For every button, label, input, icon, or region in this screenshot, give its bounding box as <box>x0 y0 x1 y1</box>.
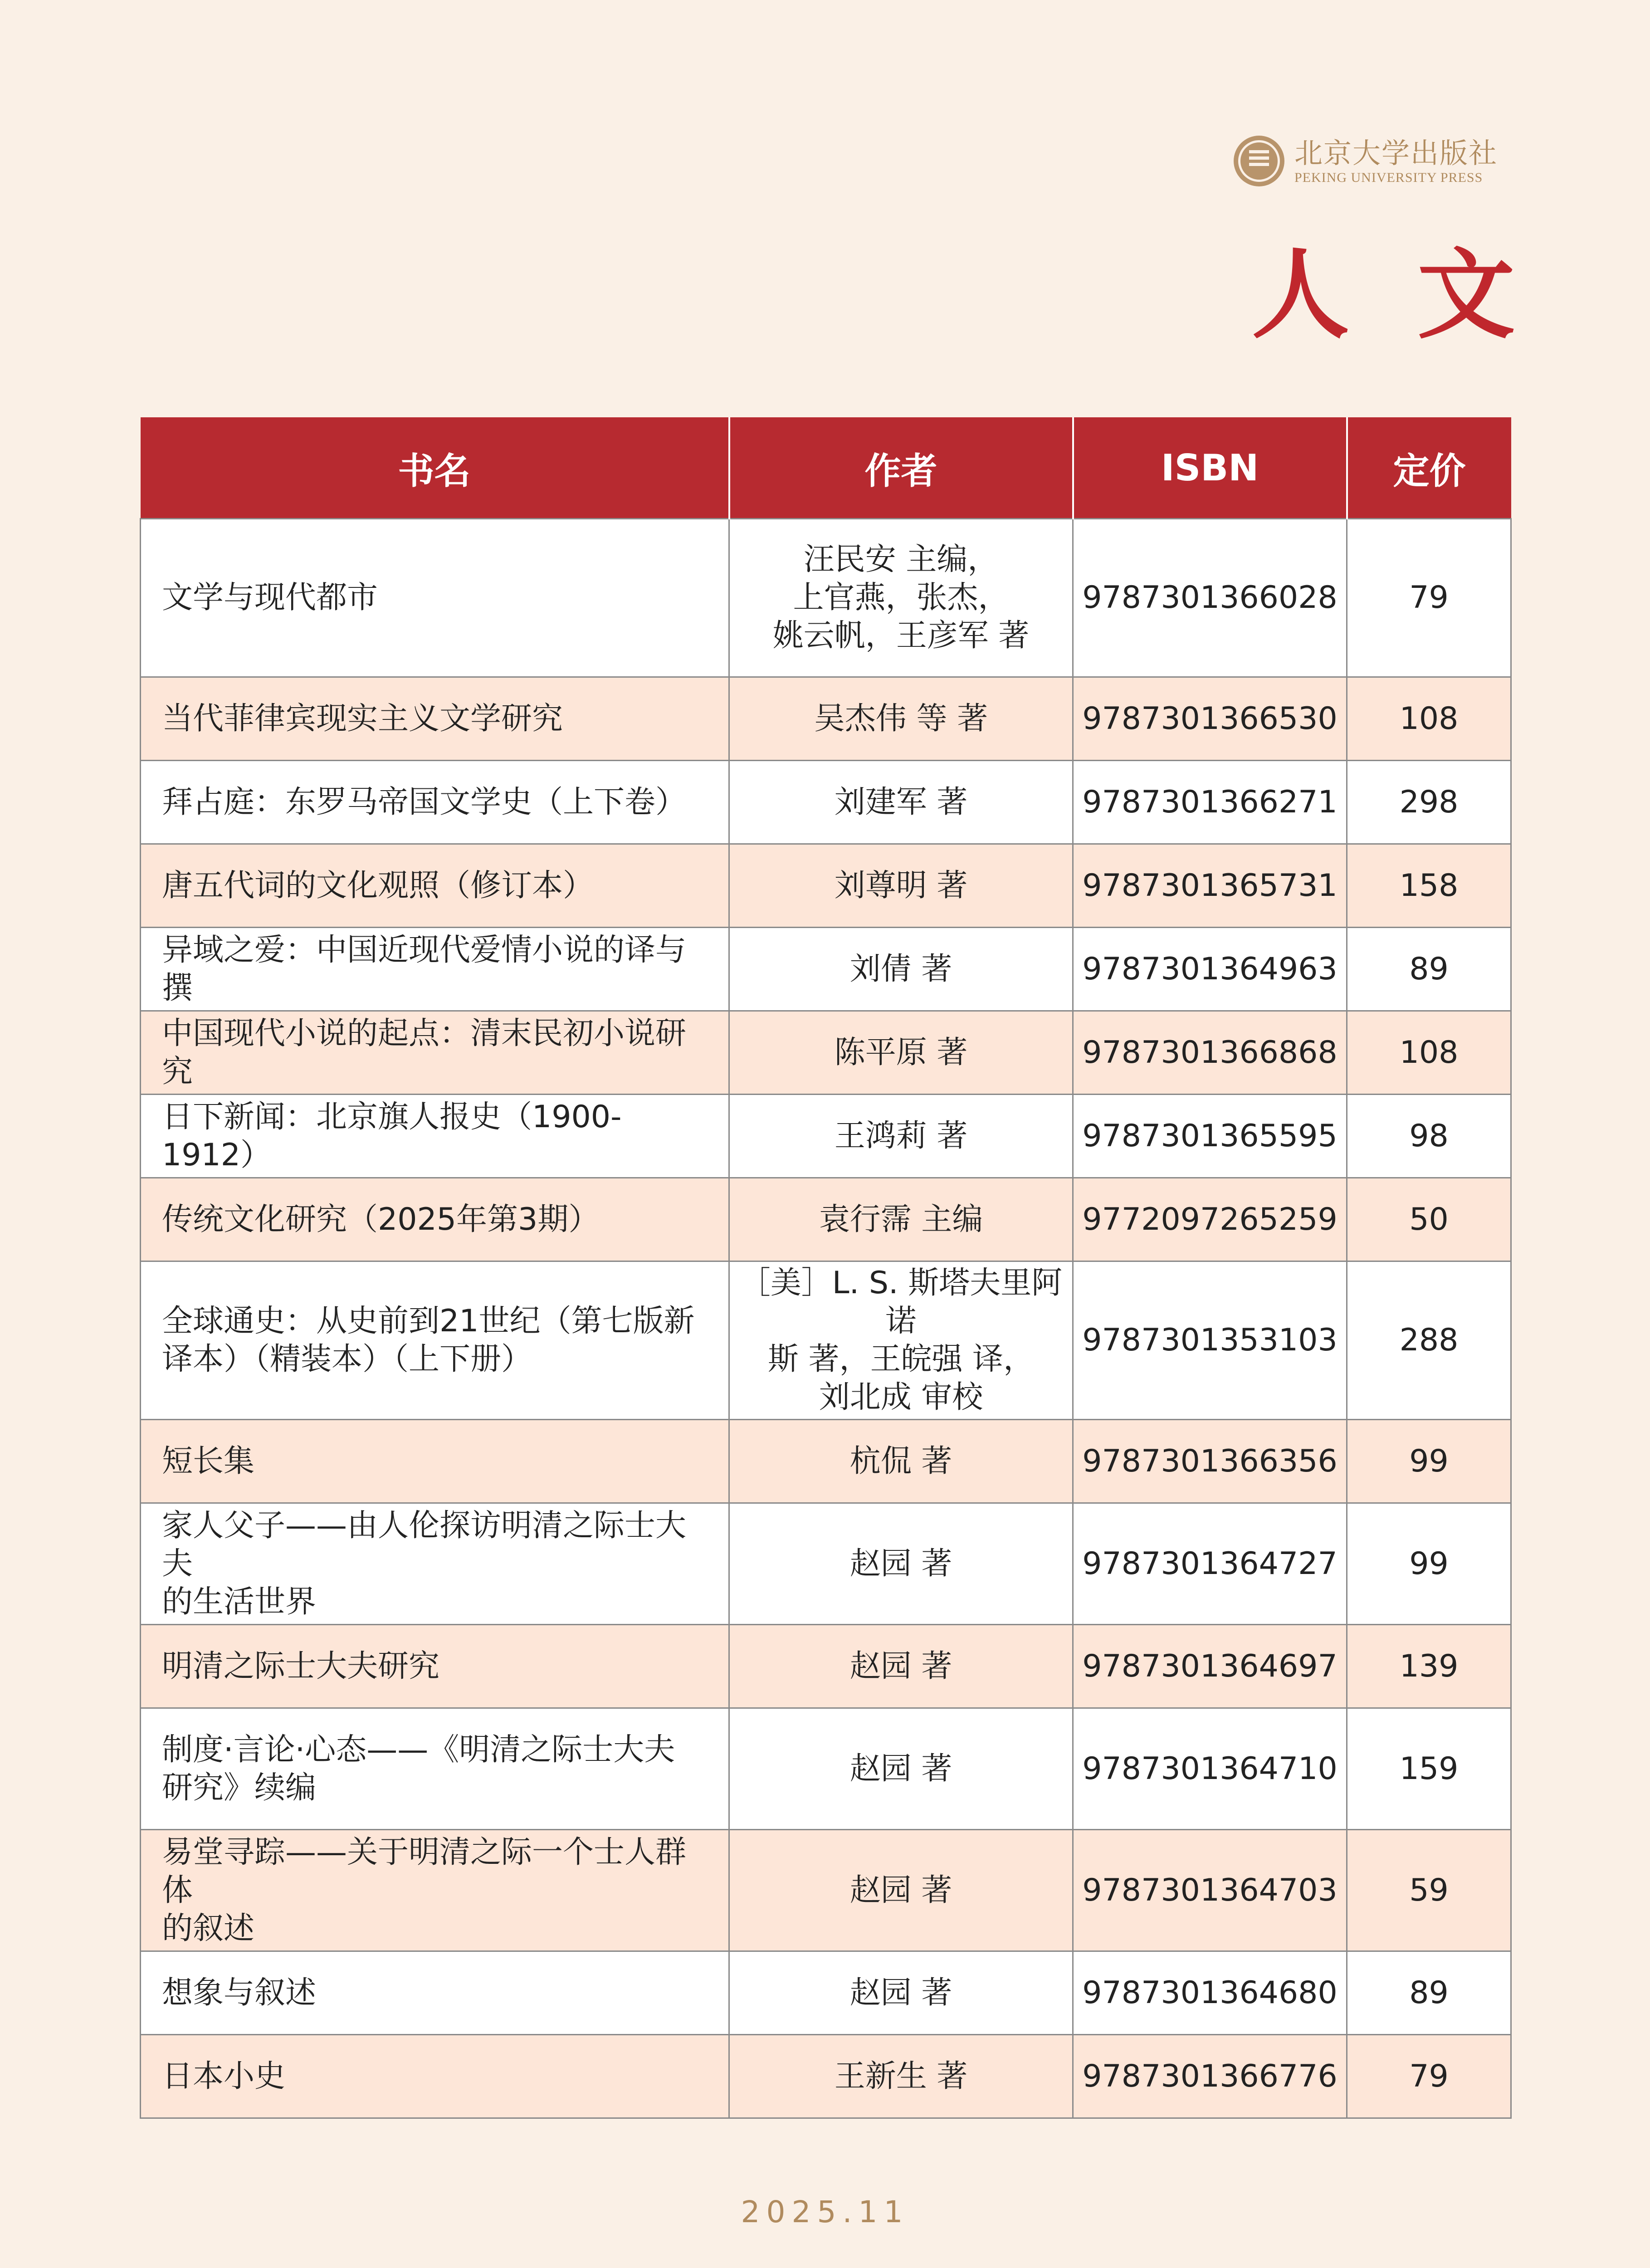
book-title-cell: 易堂寻踪——关于明清之际一个士人群体 的叙述 <box>141 1830 729 1951</box>
book-isbn-cell: 9787301366868 <box>1073 1011 1347 1095</box>
book-author-cell: 陈平原 著 <box>729 1011 1073 1095</box>
table-row <box>141 844 1511 928</box>
table-row <box>141 1420 1511 1503</box>
book-price-cell: 99 <box>1347 1503 1511 1625</box>
book-price-cell: 158 <box>1347 844 1511 928</box>
book-isbn-cell: 9787301365731 <box>1073 844 1347 928</box>
book-isbn-cell: 9772097265259 <box>1073 1178 1347 1261</box>
table-row <box>141 1708 1511 1830</box>
book-price-cell: 139 <box>1347 1625 1511 1708</box>
book-price-cell: 50 <box>1347 1178 1511 1261</box>
table-header-row <box>141 417 1511 519</box>
table-row <box>141 519 1511 677</box>
book-author-cell: 王鸿莉 著 <box>729 1095 1073 1178</box>
book-isbn-cell: 9787301364703 <box>1073 1830 1347 1951</box>
header-author: 作者 <box>729 417 1073 519</box>
category-title: 人文 <box>1252 237 1583 352</box>
book-price-cell: 79 <box>1347 2035 1511 2118</box>
book-isbn-cell: 9787301366028 <box>1073 519 1347 677</box>
book-author-cell: 袁行霈 主编 <box>729 1178 1073 1261</box>
book-author-cell: 王新生 著 <box>729 2035 1073 2118</box>
header-isbn: ISBN <box>1073 417 1347 519</box>
table-row <box>141 1951 1511 2035</box>
publisher-logo <box>1234 132 1515 191</box>
book-price-cell: 98 <box>1347 1095 1511 1178</box>
table-row <box>141 928 1511 1011</box>
book-isbn-cell: 9787301364680 <box>1073 1951 1347 2035</box>
book-author-cell: 刘尊明 著 <box>729 844 1073 928</box>
book-title-cell: 中国现代小说的起点：清末民初小说研究 <box>141 1011 729 1095</box>
book-author-cell: ［美］L. S. 斯塔夫里阿诺 斯 著，王皖强 译， 刘北成 审校 <box>729 1261 1073 1420</box>
book-isbn-cell: 9787301364710 <box>1073 1708 1347 1830</box>
book-price-cell: 298 <box>1347 761 1511 844</box>
book-author-cell: 吴杰伟 等 著 <box>729 677 1073 761</box>
table-row <box>141 1625 1511 1708</box>
table-row <box>141 1830 1511 1951</box>
book-title-cell: 唐五代词的文化观照（修订本） <box>141 844 729 928</box>
book-isbn-cell: 9787301366271 <box>1073 761 1347 844</box>
table-row <box>141 2035 1511 2118</box>
book-author-cell: 汪民安 主编， 上官燕，张杰， 姚云帆，王彦军 著 <box>729 519 1073 677</box>
book-isbn-cell: 9787301364697 <box>1073 1625 1347 1708</box>
book-price-cell: 99 <box>1347 1420 1511 1503</box>
book-title-cell: 日下新闻：北京旗人报史（1900-1912） <box>141 1095 729 1178</box>
table-row <box>141 1261 1511 1420</box>
header-price: 定价 <box>1347 417 1511 519</box>
book-author-cell: 赵园 著 <box>729 1625 1073 1708</box>
book-author-cell: 赵园 著 <box>729 1708 1073 1830</box>
table-row <box>141 1011 1511 1095</box>
book-title-cell: 拜占庭：东罗马帝国文学史（上下卷） <box>141 761 729 844</box>
catalog-date: 2025.11 <box>741 2195 909 2229</box>
book-price-cell: 108 <box>1347 677 1511 761</box>
book-catalog-table <box>140 417 1512 2119</box>
book-title-cell: 制度·言论·心态——《明清之际士大夫 研究》续编 <box>141 1708 729 1830</box>
book-title-cell: 日本小史 <box>141 2035 729 2118</box>
university-emblem-icon <box>1234 136 1284 186</box>
book-price-cell: 79 <box>1347 519 1511 677</box>
publisher-name-cn: 北京大学出版社 <box>1294 137 1498 170</box>
book-author-cell: 杭侃 著 <box>729 1420 1073 1503</box>
book-title-cell: 全球通史：从史前到21世纪（第七版新 译本）（精装本）（上下册） <box>141 1261 729 1420</box>
book-price-cell: 59 <box>1347 1830 1511 1951</box>
table-row <box>141 1503 1511 1625</box>
table-row <box>141 1178 1511 1261</box>
table-row <box>141 1095 1511 1178</box>
book-price-cell: 288 <box>1347 1261 1511 1420</box>
book-title-cell: 短长集 <box>141 1420 729 1503</box>
book-price-cell: 108 <box>1347 1011 1511 1095</box>
book-title-cell: 明清之际士大夫研究 <box>141 1625 729 1708</box>
book-title-cell: 传统文化研究（2025年第3期） <box>141 1178 729 1261</box>
book-isbn-cell: 9787301364963 <box>1073 928 1347 1011</box>
table-row <box>141 677 1511 761</box>
book-author-cell: 赵园 著 <box>729 1830 1073 1951</box>
book-isbn-cell: 9787301353103 <box>1073 1261 1347 1420</box>
book-author-cell: 刘建军 著 <box>729 761 1073 844</box>
book-title-cell: 家人父子——由人伦探访明清之际士大夫 的生活世界 <box>141 1503 729 1625</box>
book-author-cell: 刘倩 著 <box>729 928 1073 1011</box>
book-title-cell: 想象与叙述 <box>141 1951 729 2035</box>
book-author-cell: 赵园 著 <box>729 1503 1073 1625</box>
publisher-name <box>1294 137 1498 186</box>
book-price-cell: 89 <box>1347 1951 1511 2035</box>
book-price-cell: 159 <box>1347 1708 1511 1830</box>
book-title-cell: 文学与现代都市 <box>141 519 729 677</box>
book-isbn-cell: 9787301364727 <box>1073 1503 1347 1625</box>
book-isbn-cell: 9787301366776 <box>1073 2035 1347 2118</box>
table-row <box>141 761 1511 844</box>
book-isbn-cell: 9787301366356 <box>1073 1420 1347 1503</box>
book-price-cell: 89 <box>1347 928 1511 1011</box>
book-isbn-cell: 9787301366530 <box>1073 677 1347 761</box>
publisher-name-en: PEKING UNIVERSITY PRESS <box>1294 170 1483 185</box>
book-title-cell: 异域之爱：中国近现代爱情小说的译与撰 <box>141 928 729 1011</box>
book-title-cell: 当代菲律宾现实主义文学研究 <box>141 677 729 761</box>
header-title: 书名 <box>141 417 729 519</box>
book-author-cell: 赵园 著 <box>729 1951 1073 2035</box>
book-isbn-cell: 9787301365595 <box>1073 1095 1347 1178</box>
